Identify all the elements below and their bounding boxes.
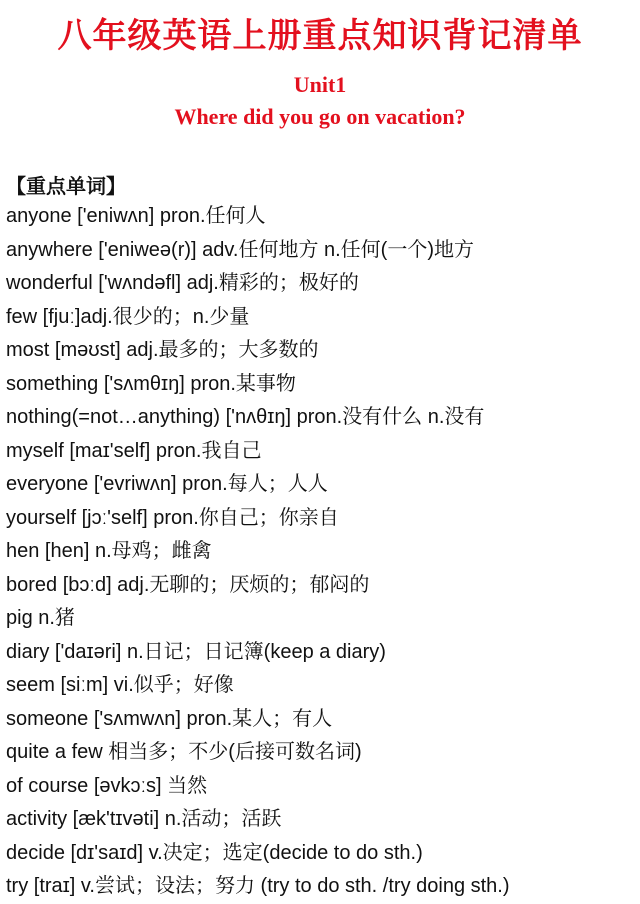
unit-subtitle: Where did you go on vacation? — [174, 104, 466, 129]
vocab-entry: anyone ['eniwʌn] pron.任何人 — [6, 205, 266, 227]
vocab-entry: myself [maɪ'self] pron.我自己 — [6, 439, 262, 462]
vocab-entry: bored [bɔːd] adj.无聊的；厌烦的；郁闷的 — [6, 573, 370, 596]
vocab-entry: diary ['daɪəri] n.日记；日记簿(keep a diary) — [6, 640, 386, 663]
vocabulary-list — [6, 200, 636, 904]
vocab-entry: someone ['sʌmwʌn] pron.某人；有人 — [6, 707, 333, 730]
vocab-entry: hen [hen] n.母鸡；雌禽 — [6, 540, 212, 562]
vocab-entry: wonderful ['wʌndəfl] adj.精彩的；极好的 — [6, 272, 359, 294]
vocab-entry: yourself [jɔː'self] pron.你自己；你亲自 — [6, 506, 339, 529]
vocab-entry: everyone ['evriwʌn] pron.每人；人人 — [6, 473, 328, 495]
vocab-entry: nothing(=not…anything) ['nʌθɪŋ] pron.没有什么 n.没有 — [6, 406, 485, 428]
vocab-entry: pig n.猪 — [6, 607, 75, 629]
section-heading: 【重点单词】 — [6, 174, 126, 198]
vocab-entry: something ['sʌmθɪŋ] pron.某事物 — [6, 372, 296, 395]
vocab-entry: activity [æk'tɪvəti] n.活动；活跃 — [6, 808, 282, 830]
unit-heading: Unit1 — [293, 72, 347, 97]
vocab-entry: decide [dɪ'saɪd] v.决定；选定(decide to do sth.) — [6, 841, 423, 864]
vocab-entry: of course [əvkɔːs] 当然 — [6, 774, 208, 797]
vocab-entry: try [traɪ] v.尝试；设法；努力 (try to do sth. /try doing sth.) — [6, 875, 510, 897]
vocab-entry: quite a few 相当多；不少(后接可数名词) — [6, 741, 362, 763]
vocab-entry: anywhere ['eniweə(r)] adv.任何地方 n.任何(一个)地方 — [6, 238, 474, 261]
page-title: 八年级英语上册重点知识背记清单 — [57, 16, 583, 56]
vocab-entry: seem [siːm] vi.似乎；好像 — [6, 674, 234, 696]
vocab-entry: few [fjuː]adj.很少的；n.少量 — [6, 305, 250, 328]
vocab-entry: most [məʊst] adj.最多的；大多数的 — [6, 339, 319, 361]
